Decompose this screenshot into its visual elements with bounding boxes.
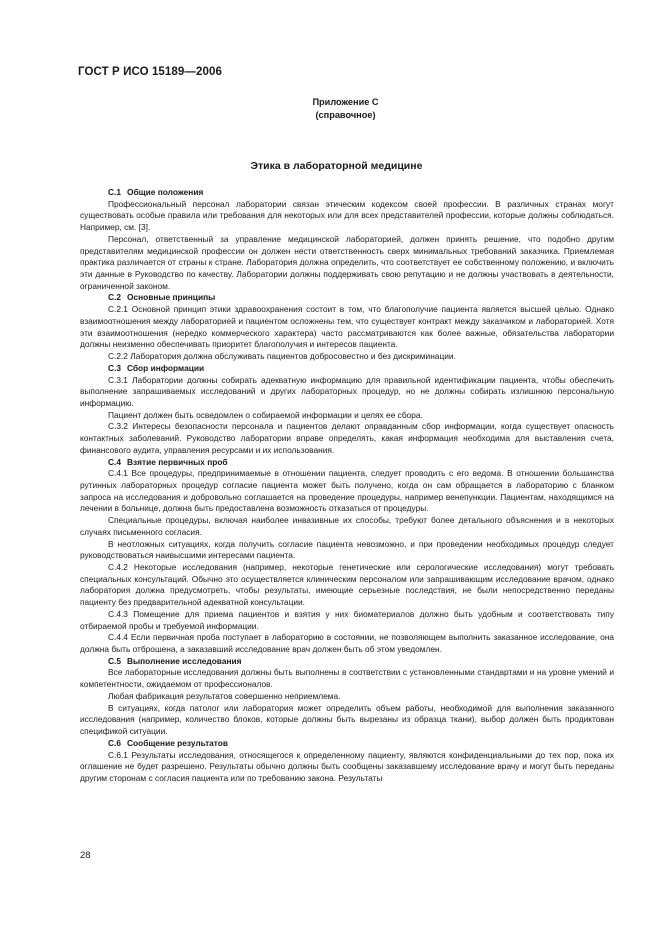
paragraph: С.4.1 Все процедуры, предпринимаемые в отношении пациента, следует проводить с его ведома. В отношении большинства рутинных лабораторных процедур согласие пациента может быть получено, когда он сам обращается в лабораторию с бланком запроса на исследования и добровольно соглашается на проведение процедуры, например венепункции. Пациентам, находящимся на лечении в больнице, должна быть предоставлена возможность отказаться от процедуры. [80,468,614,514]
standard-header: ГОСТ Р ИСО 15189—2006 [78,66,223,78]
paragraph: Пациент должен быть осведомлен о собираемой информации и целях ее сбора. [108,409,423,420]
section-number: С.6 [108,737,121,748]
document-body [80,187,614,785]
section-heading [80,738,614,750]
paragraph: С.2.1 Основной принцип этики здравоохранения состоит в том, что благополучие пациента является высшей целью. Однако взаимоотношения между лабораторией и пациентом осложнены тем, что существует контракт между заказчиком и лабораторией. Хотя эти взаимоотношения (нередко коммерческого характера) часто рассматриваются как более важные, обязательства лаборатории должны неизменно обеспечивать приоритет благополучия и интересов пациента. [80,304,614,350]
section-number: С.3 [108,362,121,373]
section-number: С.1 [108,187,121,197]
section-heading [80,363,614,375]
section-heading [80,656,614,668]
section-title: Основные принципы [126,292,216,303]
section-heading [80,457,614,469]
section-number: С.5 [108,655,121,666]
paragraph: Персонал, ответственный за управление медицинской лабораторией, должен принять решение, что подобно другим представителям медицинской профессии он должен нести ответственность сверх минимальных требований заказчика. Приемлемая практика различается от страны к стране. Лаборатория должна определить, что соответствует ее собственному положению, и включить эти данные в Руководство по качеству. Лаборатории должны поддерживать свою репутацию и не должны участвовать в деятельности, ограниченной законом. [80,233,614,291]
section-title: Сообщение результатов [126,737,228,748]
paragraph: С.4.3 Помещение для приема пациентов и взятия у них биоматериалов должно быть удобным и соответствовать типу отбираемой пробы и требуемой информации. [80,608,614,631]
paragraph: С.3.2 Интересы безопасности персонала и пациентов делают оправданным сбор информации, когда существует опасность контактных заболеваний. Руководство лаборатории вправе определять, какая информация необходима для выставления счета, финансового аудита, управления ресурсами и их использования. [80,421,614,455]
paragraph: Специальные процедуры, включая наиболее инвазивные их способы, требуют более детального объяснения и в некоторых случаях письменного согласия. [80,515,614,537]
section-heading [80,292,614,304]
section-title: Общие положения [126,187,204,197]
section-title: Выполнение исследования [126,655,242,666]
paragraph: Профессиональный персонал лаборатории связан этическим кодексом своей профессии. В различных странах могут существовать особые правила или требования для некоторых или для всех представителей профессии, которые должны соблюдаться. Например, см. [3]. [80,198,614,233]
paragraph: В ситуациях, когда патолог или лаборатория может определить объем работы, необходимой для выполнения заказанного исследования (например, количество блоков, которые должны быть вырезаны из образца ткани), выбор должен быть продиктован спецификой ситуации. [80,702,614,737]
paragraph: Любая фабрикация результатов совершенно неприемлема. [108,690,341,701]
appendix-heading [0,96,661,121]
section-number: С.4 [108,456,121,467]
paragraph: С.4.2 Некоторые исследования (например, некоторые генетические или серологические исследования) могут требовать специальных консультаций. Обычно это осуществляется клиническим персоналом или запрашивающим исследование врачом, однако лаборатория должна предусмотреть, чтобы результаты, имеющие серьезные последствия, не были непосредственно переданы пациенту без предварительной адекватной консультации. [80,562,614,608]
appendix-label: Приложение С [312,97,379,107]
section-title: Сбор информации [126,362,205,373]
section-number: С.2 [108,292,121,303]
paragraph: С.6.1 Результаты исследования, относящегося к определенному пациенту, являются конфиденциальными до тех пор, пока их оглашение не будет разрешено. Результаты обычно должны быть сообщены заказавшему исследование врачу и могут быть переданы другим сторонам с согласия пациента или по требованию закона. Результаты [80,749,614,783]
page-number: 28 [80,850,91,861]
paragraph: С.4.4 Если первичная проба поступает в лабораторию в состоянии, не позволяющем выполнить заказанное исследование, она должна быть отброшена, а заказавший исследование врач должен быть об этом уведомлен. [80,632,614,655]
paragraph: С.2.2 Лаборатория должна обслуживать пациентов добросовестно и без дискриминации. [108,351,456,362]
paragraph: В неотложных ситуациях, когда получить согласие пациента невозможно, и при проведении необходимых процедур следует руководствоваться наивысшими интересами пациента. [80,538,614,561]
section-heading [80,187,614,199]
paragraph: С.3.1 Лаборатории должны собирать адекватную информацию для правильной идентификации пациента, чтобы обеспечить выполнение запрашиваемых исследований и других лабораторных процедур, но не должны собирать излишнюю персональную информацию. [80,374,614,408]
document-title: Этика в лабораторной медицине [250,160,423,172]
section-title: Взятие первичных проб [126,456,228,467]
appendix-note: (справочное) [315,109,376,120]
paragraph: Все лабораторные исследования должны быть выполнены в соответствии с установленными стандартами и на уровне умений и компетентности, ожидаемом от профессионалов. [80,667,614,690]
